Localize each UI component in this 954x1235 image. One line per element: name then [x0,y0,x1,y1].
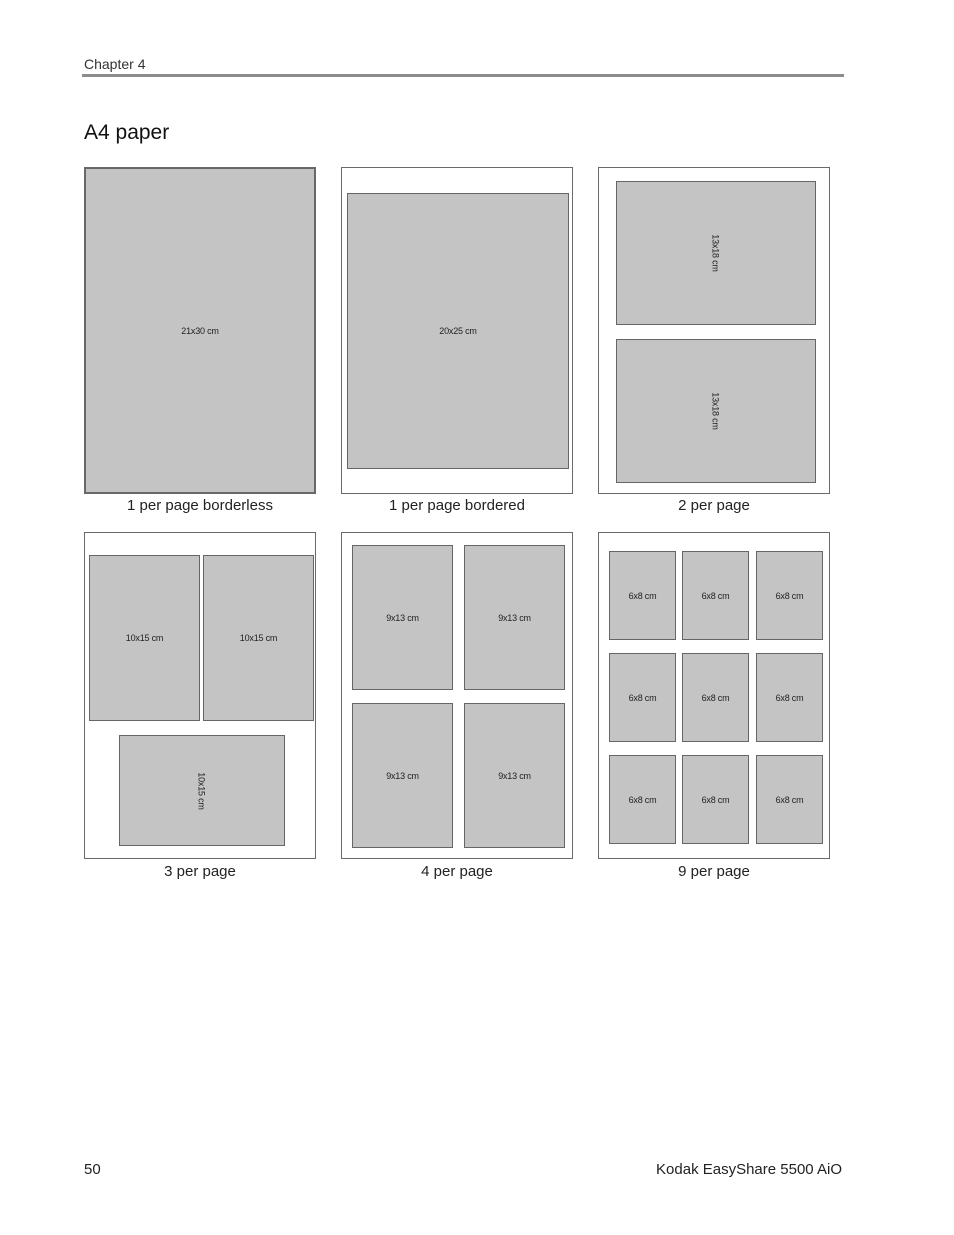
photo-slot [609,653,676,742]
photo-slot [352,703,453,848]
photo-size-label: 9x13 cm [498,770,531,781]
photo-size-label: 6x8 cm [775,692,804,703]
photo-slot [347,193,569,469]
chapter-header: Chapter 4 [84,56,146,72]
layout-caption: 9 per page [678,863,750,880]
layout-4-per-page [341,532,573,859]
photo-slot [464,703,565,848]
photo-slot [609,755,676,844]
photo-size-label: 6x8 cm [775,794,804,805]
photo-size-label: 9x13 cm [386,612,419,623]
photo-slot [203,555,314,721]
photo-slot [756,755,823,844]
product-name: Kodak EasyShare 5500 AiO [656,1161,842,1178]
photo-size-label: 6x8 cm [701,794,730,805]
photo-slot [85,168,315,493]
photo-size-label: 10x15 cm [239,633,278,643]
photo-size-label: 21x30 cm [181,325,219,336]
layout-caption: 3 per page [164,863,236,880]
section-title: A4 paper [84,121,170,144]
photo-size-label: 13x18 cm [710,392,721,430]
photo-size-label: 6x8 cm [628,794,657,805]
photo-size-label: 6x8 cm [701,590,730,601]
layout-2-per-page [598,167,830,494]
photo-size-label: 6x8 cm [628,692,657,703]
photo-slot [616,181,816,325]
photo-size-label: 13x18 cm [710,234,721,272]
layout-9-per-page [598,532,830,859]
photo-slot [352,545,453,690]
photo-slot [609,551,676,640]
layout-caption: 1 per page borderless [127,497,273,514]
photo-size-label: 10x15 cm [125,633,164,643]
layout-1-per-page-bordered [341,167,573,494]
photo-slot [464,545,565,690]
layout-caption: 4 per page [421,863,493,880]
photo-slot [682,653,749,742]
layout-caption: 2 per page [678,497,750,514]
header-rule [82,74,844,77]
photo-slot [119,735,285,846]
photo-slot [682,755,749,844]
layout-1-per-page-borderless [84,167,316,494]
layout-3-per-page [84,532,316,859]
photo-size-label: 10x15 cm [196,771,207,810]
photo-size-label: 20x25 cm [439,326,477,336]
photo-slot [616,339,816,483]
photo-size-label: 6x8 cm [628,590,657,601]
photo-slot [756,551,823,640]
layout-caption: 1 per page bordered [389,497,525,514]
photo-size-label: 9x13 cm [386,770,419,781]
photo-slot [756,653,823,742]
photo-size-label: 6x8 cm [775,590,804,601]
photo-size-label: 6x8 cm [701,692,730,703]
photo-size-label: 9x13 cm [498,612,531,623]
page-number: 50 [84,1161,101,1178]
photo-slot [682,551,749,640]
photo-slot [89,555,200,721]
